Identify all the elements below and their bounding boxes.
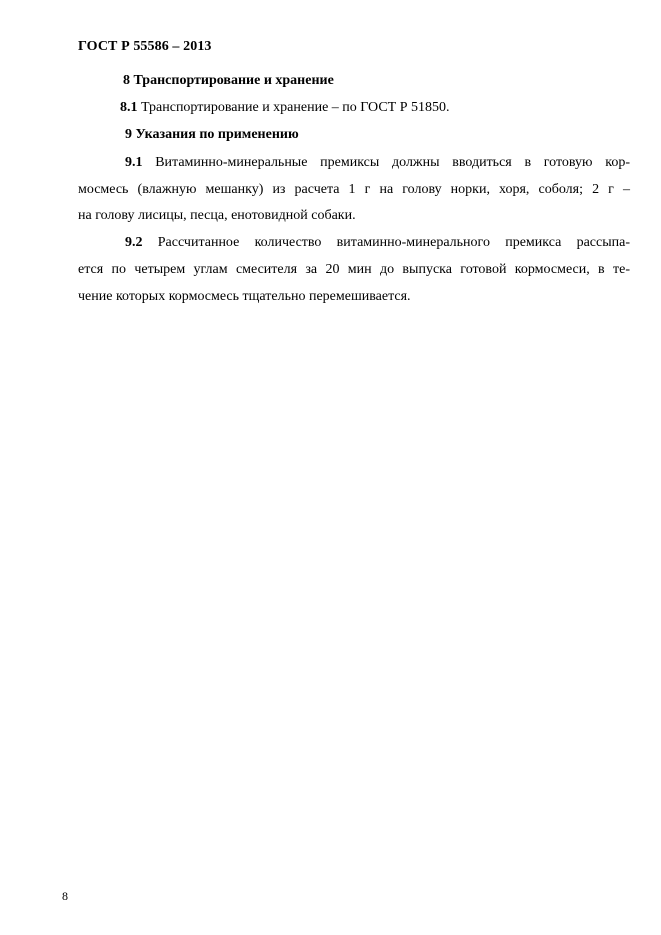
paragraph-9-1-line-3: на голову лисицы, песца, енотовидной собаки. — [78, 208, 356, 223]
paragraph-9-1-line-2: мосмесь (влажную мешанку) из расчета 1 г на голову норки, хоря, соболя; 2 г – — [78, 182, 630, 197]
paragraph-number: 8.1 — [120, 100, 138, 115]
paragraph-text: Транспортирование и хранение – по ГОСТ Р 51850. — [137, 100, 450, 115]
page-number: 8 — [62, 889, 68, 903]
paragraph-number: 9.2 — [125, 235, 143, 250]
paragraph-number: 9.1 — [125, 155, 143, 170]
paragraph-9-2-line-1 — [125, 235, 630, 251]
paragraph-8-1 — [120, 100, 450, 116]
document-header: ГОСТ Р 55586 – 2013 — [78, 39, 212, 54]
paragraph-9-1-line-1 — [125, 155, 630, 171]
paragraph-9-2-line-3: чение которых кормосмесь тщательно перемешивается. — [78, 289, 411, 304]
paragraph-text: Рассчитанное количество витаминно-минерального премикса рассыпа- — [142, 235, 630, 250]
paragraph-9-2-line-2: ется по четырем углам смесителя за 20 мин до выпуска готовой кормосмеси, в те- — [78, 262, 630, 277]
paragraph-text: Витаминно-минеральные премиксы должны вводиться в готовую кор- — [142, 155, 630, 170]
section-9-heading: 9 Указания по применению — [125, 127, 299, 142]
section-8-heading: 8 Транспортирование и хранение — [123, 73, 334, 88]
